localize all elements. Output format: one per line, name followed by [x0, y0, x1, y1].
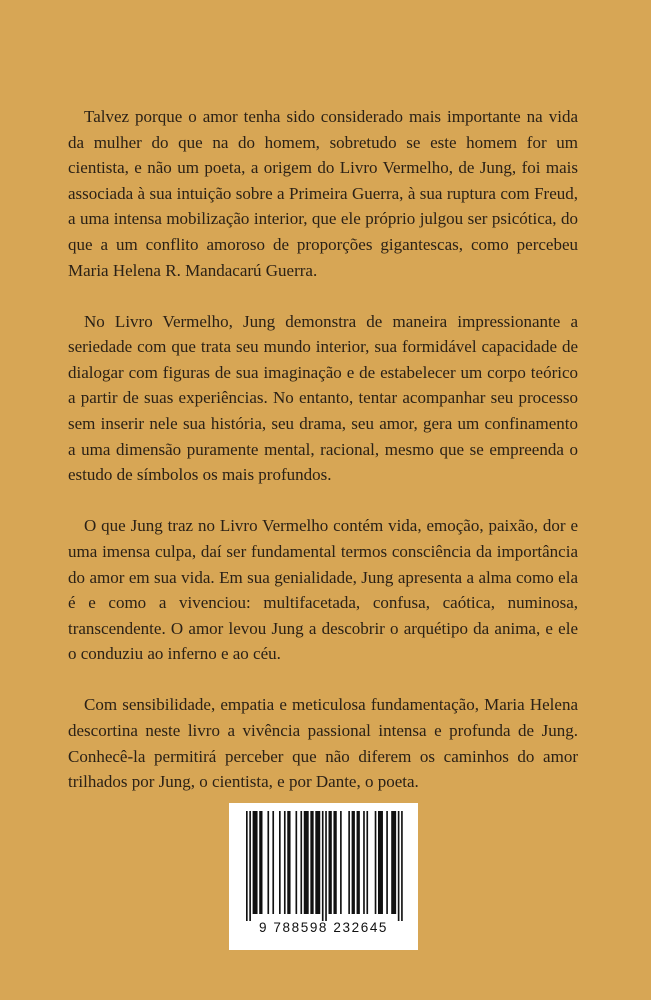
isbn-barcode [229, 803, 418, 950]
barcode-bar [322, 811, 324, 921]
barcode-bar [300, 811, 302, 914]
barcode-bar [249, 811, 251, 921]
paragraph-2: No Livro Vermelho, Jung demonstra de maneira impressionante a seriedade com que trata seu mundo interior, sua formidável capacidade de dialogar com figuras de sua imaginação e de estabelecer um corpo teórico a partir de suas experiências. No entanto, tentar acompanhar seu processo sem inserir nele sua história, seu drama, seu amor, gera um confinamento a uma dimensão puramente mental, racional, mesmo que se empreenda o estudo de símbolos os mais profundos. [68, 311, 578, 485]
barcode-bar [246, 811, 248, 921]
barcode-bar [287, 811, 290, 914]
barcode-bar [357, 811, 360, 914]
back-cover-text [68, 104, 578, 820]
barcode-bar [272, 811, 274, 914]
barcode-bar [391, 811, 396, 914]
barcode-bar [259, 811, 262, 914]
barcode-bar [340, 811, 342, 914]
barcode-bar [366, 811, 368, 914]
paragraph-4: Com sensibilidade, empatia e meticulosa fundamentação, Maria Helena descortina neste livro a vivência passional intensa e profunda de Jung. Conhecê-la permitirá perceber que não diferem os caminhos do amor trilhados por Jung, o cientista, e por Dante, o poeta. [68, 695, 578, 792]
barcode-bar [401, 811, 403, 921]
isbn-number: 9 788598 232645 [258, 920, 389, 935]
barcode-bar [279, 811, 281, 914]
barcode-bar [352, 811, 355, 914]
paragraph-1: Talvez porque o amor tenha sido considerado mais importante na vida da mulher do que na do homem, sobretudo se este homem for um cientista, e não um poeta, a origem do Livro Vermelho, de Jung, foi mais associada à sua intuição sobre a Primeira Guerra, à sua ruptura com Freud, a uma intensa mobilização interior, que ele próprio julgou ser psicótica, do que a um conflito amoroso de proporções gigantescas, como percebeu Maria Helena R. Mandacarú Guerra. [68, 107, 578, 280]
barcode-bar [284, 811, 286, 914]
barcode-bar [398, 811, 400, 921]
barcode-bar [253, 811, 258, 914]
barcode-bar [315, 811, 320, 914]
barcode-bar [304, 811, 309, 914]
barcode-bar [333, 811, 336, 914]
paragraph-3: O que Jung traz no Livro Vermelho contém vida, emoção, paixão, dor e uma imensa culpa, daí ser fundamental termos consciência da importância do amor em sua vida. Em sua genialidade, Jung apresenta a alma como ela é e como a vivenciou: multifacetada, confusa, caótica, numinosa, transcendente. O amor levou Jung a descobrir o arquétipo da anima, e ele o conduziu ao inferno e ao céu. [68, 516, 578, 664]
barcode-bar [363, 811, 365, 914]
barcode-bar [310, 811, 313, 914]
barcode-bar [325, 811, 327, 921]
barcode-bar [267, 811, 269, 914]
barcode-bar [386, 811, 388, 914]
barcode-bar [348, 811, 350, 914]
barcode-bar [296, 811, 298, 914]
barcode-bar [378, 811, 383, 914]
barcode-bar [329, 811, 332, 914]
barcode-bar [375, 811, 377, 914]
